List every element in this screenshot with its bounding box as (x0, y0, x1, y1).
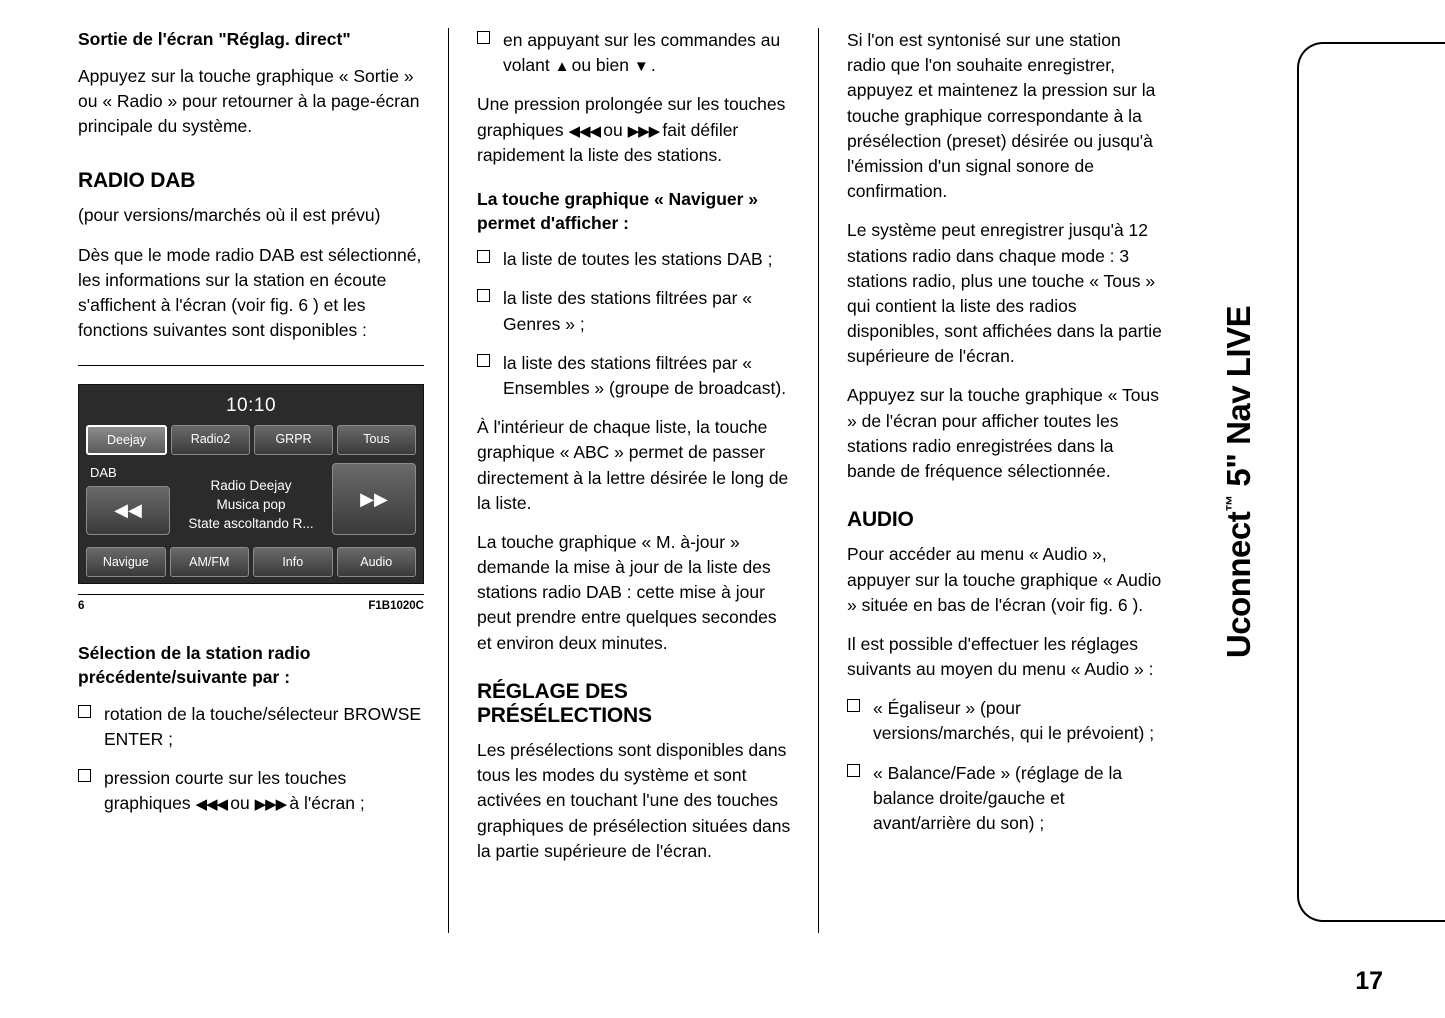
arrow-up-icon: ▲ (554, 58, 572, 76)
paragraph-audio-access: Pour accéder au menu « Audio », appuyer sur la touche graphique « Audio » située en bas de l'écran (voir fig. 6 ). (847, 544, 1162, 615)
figure-caption (78, 594, 424, 612)
bullet-square-icon (477, 289, 490, 302)
side-tab-brand: Uconnect (1219, 511, 1257, 659)
paragraph-text-pre: Une pression prolongée sur les touches graphiques (477, 94, 786, 140)
paragraph-enregistrer: Si l'on est syntonisé sur une station radio que l'on souhaite enregistrer, appuyez et maintenez la pression sur la touche graphique correspondante à la présélection (preset) désirée ou jusqu'à l'émission d'un signal sonore de confirmation. (847, 30, 1156, 202)
page-number: 17 (1355, 967, 1383, 995)
page-columns (78, 28, 1278, 933)
list-item (847, 761, 1164, 837)
radio-clock: 10:10 (225, 395, 277, 417)
station-name: Radio Deejay (210, 477, 292, 493)
radio-middle-area (86, 463, 416, 539)
radio-left-column (86, 463, 170, 539)
list-item-text: la liste de toutes les stations DAB ; (503, 249, 773, 270)
paragraph-text-post: fait défiler rapidement la liste des stations. (477, 119, 739, 165)
preset-row (86, 425, 416, 455)
skip-forward-icon[interactable]: ▶▶ (332, 463, 416, 535)
radio-screen-mockup (78, 384, 424, 584)
heading-naviguer: La touche graphique « Naviguer » permet d'afficher : (477, 188, 759, 233)
figure-6 (78, 365, 424, 612)
station-genre: Musica pop (216, 496, 286, 512)
figure-number: 6 (78, 600, 85, 613)
amfm-button[interactable]: AM/FM (170, 547, 250, 577)
list-item-text: la liste des stations filtrées par « Ensembles » (groupe de broadcast). (503, 352, 787, 398)
figure-rule-top (78, 365, 424, 366)
list-item-text: « Égaliseur » (pour versions/marchés, qui le prévoient) ; (873, 698, 1155, 744)
preset-button-all[interactable]: Tous (337, 425, 416, 455)
arrow-down-icon: ▼ (633, 58, 651, 76)
list-item (477, 286, 794, 336)
bullet-square-icon (78, 769, 91, 782)
list-item-text: « Balance/Fade » (réglage de la balance droite/gauche et avant/arrière du son) ; (873, 762, 1123, 834)
heading-sortie-ecran: Sortie de l'écran "Réglag. direct" (78, 29, 351, 49)
station-radiotext: State ascoltando R... (188, 515, 314, 531)
radio-now-playing (170, 463, 332, 539)
paragraph-maj: La touche graphique « M. à-jour » demande la mise à jour de la liste des stations radio DAB : cette mise à jour peut prendre entre quelques secondes et environ deux minutes. (477, 531, 777, 653)
skip-back-icon: ◀◀◀ (195, 796, 231, 814)
paragraph-12-stations: Le système peut enregistrer jusqu'à 12 stations radio dans chaque mode : 3 stations radio, plus une touche « Tous » qui contient la liste des radios disponibles, sont affichées dans la partie supérieure de l'écran. (847, 220, 1162, 367)
bullet-square-icon (477, 354, 490, 367)
paragraph-versions: (pour versions/marchés où il est prévu) (78, 205, 381, 226)
column-1 (78, 28, 448, 933)
list-item-text: la liste des stations filtrées par « Genres » ; (503, 288, 753, 334)
radio-right-column (332, 463, 416, 539)
skip-back-icon: ◀◀◀ (568, 122, 604, 140)
paragraph-long-press (477, 92, 794, 168)
paragraph-text-mid: ou (603, 119, 623, 140)
list-item (477, 28, 794, 78)
preset-button-3[interactable]: GRPR (254, 425, 333, 455)
column-3 (818, 28, 1188, 933)
paragraph-sortie: Appuyez sur la touche graphique « Sortie » ou « Radio » pour retourner à la page-écran principale du système. (78, 65, 420, 136)
trademark-icon: ™ (1222, 495, 1242, 512)
figure-code: F1B1020C (368, 600, 424, 613)
bullet-square-icon (477, 31, 490, 44)
info-button[interactable]: Info (253, 547, 333, 577)
skip-forward-icon: ▶▶▶ (627, 122, 663, 140)
paragraph-dab-info: Dès que le mode radio DAB est sélectionné, les informations sur la station en écoute s'affichent à l'écran (voir fig. 6 ) et les fonctions suivantes sont disponibles : (78, 244, 422, 341)
list-item-text: rotation de la touche/sélecteur BROWSE ENTER ; (104, 703, 422, 749)
preset-button-1[interactable]: Deejay (86, 425, 167, 455)
side-tab (1219, 42, 1445, 922)
bullet-square-icon (78, 705, 91, 718)
paragraph-tous: Appuyez sur la touche graphique « Tous » de l'écran pour afficher toutes les stations radio enregistrées dans la bande de fréquence sélectionnée. (847, 385, 1159, 481)
heading-selection-station: Sélection de la station radio précédente/suivante par : (78, 643, 311, 687)
audio-button[interactable]: Audio (337, 547, 417, 577)
list-item-text-mid: ou (230, 793, 250, 814)
side-tab-model: 5" Nav LIVE (1219, 305, 1257, 496)
list-item (847, 696, 1164, 746)
heading-audio: AUDIO (847, 508, 914, 532)
band-label: DAB (90, 465, 117, 481)
list-item-text-mid: ou bien (571, 55, 630, 76)
paragraph-preselections: Les présélections sont disponibles dans tous les modes du système et sont activées en touchant l'une des touches graphiques de présélection situées dans la partie supérieure de l'écran. (477, 740, 791, 861)
list-item-text-pre: pression courte sur les touches graphiques (104, 767, 347, 814)
paragraph-audio-settings: Il est possible d'effectuer les réglages suivants au moyen du menu « Audio » : (847, 633, 1154, 680)
list-item-text-pre: en appuyant sur les commandes au volant (503, 30, 781, 76)
list-item (78, 766, 424, 816)
bullet-square-icon (477, 250, 490, 263)
radio-bottom-bar (86, 547, 416, 577)
skip-back-icon[interactable]: ◀◀ (86, 486, 170, 535)
heading-reglage-preselections: RÉGLAGE DES PRÉSÉLECTIONS (477, 679, 652, 727)
list-item (477, 247, 794, 272)
column-2 (448, 28, 818, 933)
bullet-square-icon (847, 699, 860, 712)
list-item (477, 351, 794, 401)
preset-button-2[interactable]: Radio2 (171, 425, 250, 455)
list-item (78, 702, 424, 752)
navigue-button[interactable]: Navigue (86, 547, 166, 577)
paragraph-abc: À l'intérieur de chaque liste, la touche graphique « ABC » permet de passer directement à la lettre désirée le long de la liste. (477, 417, 789, 513)
heading-radio-dab: RADIO DAB (78, 169, 196, 193)
list-item-text-post: à l'écran ; (289, 793, 365, 814)
bullet-square-icon (847, 764, 860, 777)
skip-forward-icon: ▶▶▶ (254, 796, 290, 814)
side-tab-label (1220, 306, 1258, 658)
list-item-text-post: . (650, 55, 656, 76)
